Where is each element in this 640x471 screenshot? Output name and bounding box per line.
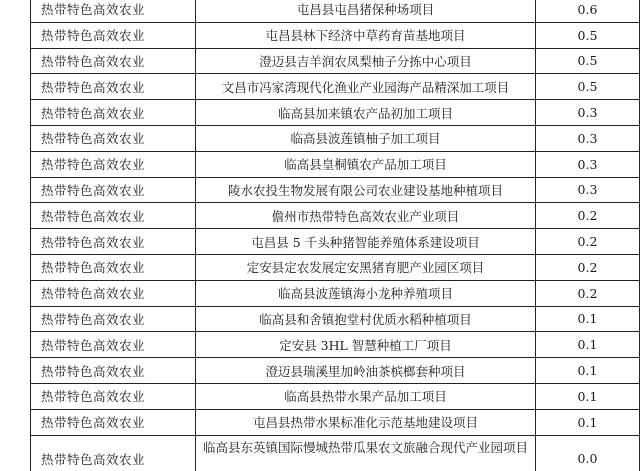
project-table-body <box>31 0 640 471</box>
category-cell: 热带特色高效农业 <box>31 254 196 280</box>
category-cell: 热带特色高效农业 <box>31 0 196 22</box>
table-row <box>31 125 640 151</box>
table-row <box>31 332 640 358</box>
category-cell: 热带特色高效农业 <box>31 125 196 151</box>
project-name-cell: 屯昌县屯昌猪保种场项目 <box>196 0 536 22</box>
table-row <box>31 254 640 280</box>
table-row <box>31 151 640 177</box>
project-name-cell: 临高县波莲镇柚子加工项目 <box>196 125 536 151</box>
category-cell: 热带特色高效农业 <box>31 203 196 229</box>
project-name-cell: 儋州市热带特色高效农业产业项目 <box>196 203 536 229</box>
value-cell: 0.3 <box>536 151 640 177</box>
table-row <box>31 177 640 203</box>
category-cell: 热带特色高效农业 <box>31 151 196 177</box>
category-cell: 热带特色高效农业 <box>31 177 196 203</box>
project-name-cell: 临高县热带水果产品加工项目 <box>196 383 536 409</box>
value-cell: 0.5 <box>536 74 640 100</box>
category-cell: 热带特色高效农业 <box>31 358 196 384</box>
category-cell: 热带特色高效农业 <box>31 229 196 255</box>
value-cell: 0.1 <box>536 306 640 332</box>
table-row <box>31 0 640 22</box>
value-cell: 0.3 <box>536 125 640 151</box>
table-row <box>31 74 640 100</box>
project-name-cell: 屯昌县林下经济中草药育苗基地项目 <box>196 22 536 48</box>
table-row <box>31 409 640 435</box>
category-cell: 热带特色高效农业 <box>31 383 196 409</box>
value-cell: 0.2 <box>536 254 640 280</box>
project-table-page <box>30 0 640 471</box>
category-cell: 热带特色高效农业 <box>31 306 196 332</box>
value-cell: 0.1 <box>536 409 640 435</box>
project-name-cell: 临高县波莲镇海小龙种养殖项目 <box>196 280 536 306</box>
value-cell: 0.2 <box>536 229 640 255</box>
project-name-cell: 定安县 3HL 智慧种植工厂项目 <box>196 332 536 358</box>
value-cell: 0.1 <box>536 332 640 358</box>
category-cell: 热带特色高效农业 <box>31 409 196 435</box>
table-row <box>31 280 640 306</box>
category-cell: 热带特色高效农业 <box>31 48 196 74</box>
project-name-cell: 澄迈县瑞溪里加岭油茶槟榔套种项目 <box>196 358 536 384</box>
project-name-cell: 陵水农投生物发展有限公司农业建设基地种植项目 <box>196 177 536 203</box>
value-cell: 0.0 <box>536 435 640 471</box>
table-row <box>31 22 640 48</box>
project-name-cell: 临高县东英镇国际慢城热带瓜果农文旅融合现代产业园项目 <box>196 435 536 471</box>
value-cell: 0.2 <box>536 280 640 306</box>
value-cell: 0.1 <box>536 383 640 409</box>
category-cell: 热带特色高效农业 <box>31 332 196 358</box>
category-cell: 热带特色高效农业 <box>31 22 196 48</box>
value-cell: 0.5 <box>536 22 640 48</box>
table-row <box>31 48 640 74</box>
project-name-cell: 屯昌县 5 千头种猪智能养殖体系建设项目 <box>196 229 536 255</box>
value-cell: 0.2 <box>536 203 640 229</box>
value-cell: 0.6 <box>536 0 640 22</box>
value-cell: 0.3 <box>536 177 640 203</box>
table-row <box>31 383 640 409</box>
value-cell: 0.5 <box>536 48 640 74</box>
project-name-cell: 临高县和舍镇抱堂村优质水稻种植项目 <box>196 306 536 332</box>
category-cell: 热带特色高效农业 <box>31 74 196 100</box>
project-name-cell: 屯昌县热带水果标准化示范基地建设项目 <box>196 409 536 435</box>
table-row <box>31 358 640 384</box>
table-row <box>31 100 640 126</box>
category-cell: 热带特色高效农业 <box>31 100 196 126</box>
project-name-cell: 临高县加来镇农产品初加工项目 <box>196 100 536 126</box>
project-name-cell: 定安县定农发展定安黑猪育肥产业园区项目 <box>196 254 536 280</box>
value-cell: 0.3 <box>536 100 640 126</box>
table-row <box>31 229 640 255</box>
category-cell: 热带特色高效农业 <box>31 435 196 471</box>
table-row <box>31 306 640 332</box>
project-table <box>30 0 640 471</box>
project-name-cell: 澄迈县吉羊润农凤梨柚子分拣中心项目 <box>196 48 536 74</box>
table-row <box>31 203 640 229</box>
project-name-cell: 临高县皇桐镇农产品加工项目 <box>196 151 536 177</box>
value-cell: 0.1 <box>536 358 640 384</box>
category-cell: 热带特色高效农业 <box>31 280 196 306</box>
project-name-cell: 文昌市冯家湾现代化渔业产业园海产品精深加工项目 <box>196 74 536 100</box>
table-row <box>31 435 640 471</box>
